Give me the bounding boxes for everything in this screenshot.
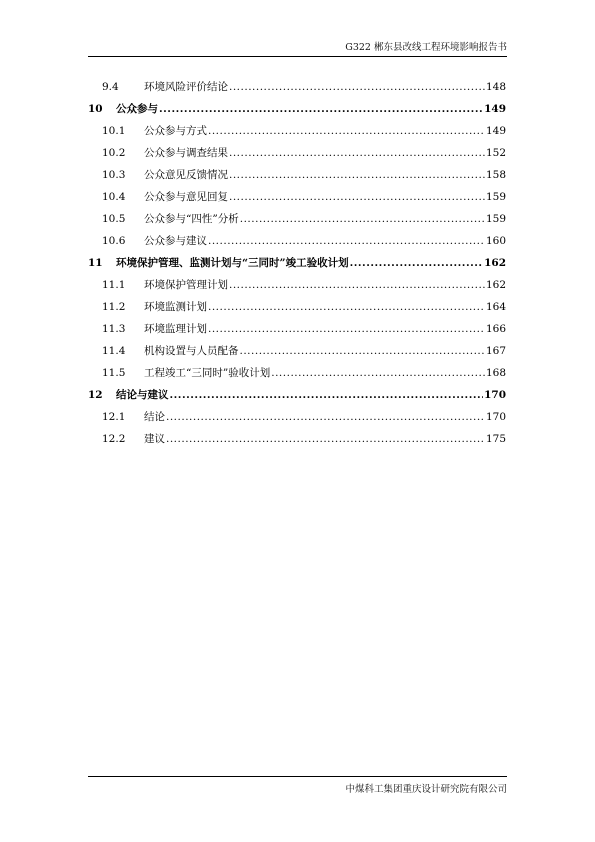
- toc-dot-leader: [350, 252, 483, 274]
- table-of-contents: [88, 76, 506, 450]
- toc-entry-number: 10.1: [102, 125, 126, 137]
- toc-entry-page: 152: [485, 147, 506, 159]
- toc-entry-title: 结论与建议: [116, 389, 169, 401]
- toc-dot-leader: [166, 406, 485, 428]
- toc-entry-page: 170: [484, 389, 506, 401]
- toc-entry-number: 10.5: [102, 213, 126, 225]
- toc-chapter-entry[interactable]: [88, 98, 506, 120]
- toc-dot-leader: [240, 340, 485, 362]
- toc-dot-leader: [208, 296, 485, 318]
- toc-dot-leader: [208, 318, 485, 340]
- toc-entry-page: 168: [485, 367, 506, 379]
- toc-entry-number: 9.4: [102, 81, 119, 93]
- toc-entry-title: 公众参与: [116, 103, 158, 115]
- toc-entry-page: 159: [485, 191, 506, 203]
- toc-section-entry[interactable]: [88, 230, 506, 252]
- toc-entry-title: 公众参与意见回复: [144, 191, 228, 203]
- toc-entry-page: 162: [485, 279, 506, 291]
- toc-entry-title: 公众参与方式: [144, 125, 207, 137]
- toc-entry-title: 工程竣工“三同时”验收计划: [144, 367, 271, 379]
- toc-dot-leader: [159, 98, 483, 120]
- toc-dot-leader: [271, 362, 485, 384]
- toc-section-entry[interactable]: [88, 318, 506, 340]
- toc-chapter-entry[interactable]: [88, 252, 506, 274]
- document-title: G322 郴东县改线工程环境影响报告书: [345, 42, 507, 53]
- toc-section-entry[interactable]: [88, 76, 506, 98]
- toc-section-entry[interactable]: [88, 274, 506, 296]
- toc-entry-page: 167: [485, 345, 506, 357]
- toc-entry-page: 159: [485, 213, 506, 225]
- toc-entry-title: 结论: [144, 411, 165, 423]
- toc-entry-title: 机构设置与人员配备: [144, 345, 239, 357]
- toc-entry-title: 环境保护管理、监测计划与“三同时”竣工验收计划: [116, 257, 349, 269]
- toc-entry-page: 158: [485, 169, 506, 181]
- toc-entry-page: 175: [485, 433, 506, 445]
- toc-entry-page: 166: [485, 323, 506, 335]
- toc-entry-number: 12.1: [102, 411, 126, 423]
- toc-section-entry[interactable]: [88, 406, 506, 428]
- toc-section-entry[interactable]: [88, 362, 506, 384]
- toc-entry-page: 160: [485, 235, 506, 247]
- company-name: 中煤科工集团重庆设计研究院有限公司: [345, 784, 507, 795]
- toc-entry-number: 11.5: [102, 367, 126, 379]
- page-footer: [88, 776, 507, 795]
- toc-section-entry[interactable]: [88, 186, 506, 208]
- toc-dot-leader: [229, 164, 485, 186]
- toc-entry-title: 公众参与建议: [144, 235, 207, 247]
- toc-entry-title: 公众参与调查结果: [144, 147, 228, 159]
- toc-entry-number: 11: [88, 257, 103, 269]
- toc-entry-number: 12.2: [102, 433, 126, 445]
- toc-entry-number: 10.3: [102, 169, 126, 181]
- toc-section-entry[interactable]: [88, 428, 506, 450]
- toc-dot-leader: [229, 142, 485, 164]
- toc-dot-leader: [170, 384, 484, 406]
- toc-section-entry[interactable]: [88, 296, 506, 318]
- toc-entry-number: 11.3: [102, 323, 126, 335]
- toc-dot-leader: [240, 208, 485, 230]
- toc-dot-leader: [208, 230, 485, 252]
- toc-section-entry[interactable]: [88, 164, 506, 186]
- toc-dot-leader: [229, 76, 485, 98]
- toc-entry-page: 149: [484, 103, 506, 115]
- toc-entry-page: 148: [485, 81, 506, 93]
- toc-entry-title: 环境保护管理计划: [144, 279, 228, 291]
- toc-entry-page: 162: [484, 257, 506, 269]
- toc-dot-leader: [229, 186, 485, 208]
- toc-entry-page: 170: [485, 411, 506, 423]
- toc-entry-number: 10.2: [102, 147, 126, 159]
- toc-dot-leader: [229, 274, 485, 296]
- toc-entry-title: 公众意见反馈情况: [144, 169, 228, 181]
- toc-entry-number: 10.6: [102, 235, 126, 247]
- toc-section-entry[interactable]: [88, 208, 506, 230]
- toc-entry-number: 11.4: [102, 345, 126, 357]
- toc-dot-leader: [166, 428, 485, 450]
- toc-entry-number: 11.1: [102, 279, 126, 291]
- toc-section-entry[interactable]: [88, 142, 506, 164]
- toc-entry-number: 11.2: [102, 301, 126, 313]
- toc-chapter-entry[interactable]: [88, 384, 506, 406]
- toc-entry-page: 149: [485, 125, 506, 137]
- toc-dot-leader: [208, 120, 485, 142]
- toc-entry-title: 公众参与“四性”分析: [144, 213, 239, 225]
- toc-entry-title: 环境风险评价结论: [144, 81, 228, 93]
- toc-entry-title: 环境监理计划: [144, 323, 207, 335]
- toc-section-entry[interactable]: [88, 120, 506, 142]
- toc-entry-number: 10.4: [102, 191, 126, 203]
- toc-entry-page: 164: [485, 301, 506, 313]
- toc-entry-number: 10: [88, 103, 103, 115]
- toc-entry-number: 12: [88, 389, 103, 401]
- toc-entry-title: 环境监测计划: [144, 301, 207, 313]
- toc-entry-title: 建议: [144, 433, 165, 445]
- toc-section-entry[interactable]: [88, 340, 506, 362]
- page-header: [88, 39, 507, 57]
